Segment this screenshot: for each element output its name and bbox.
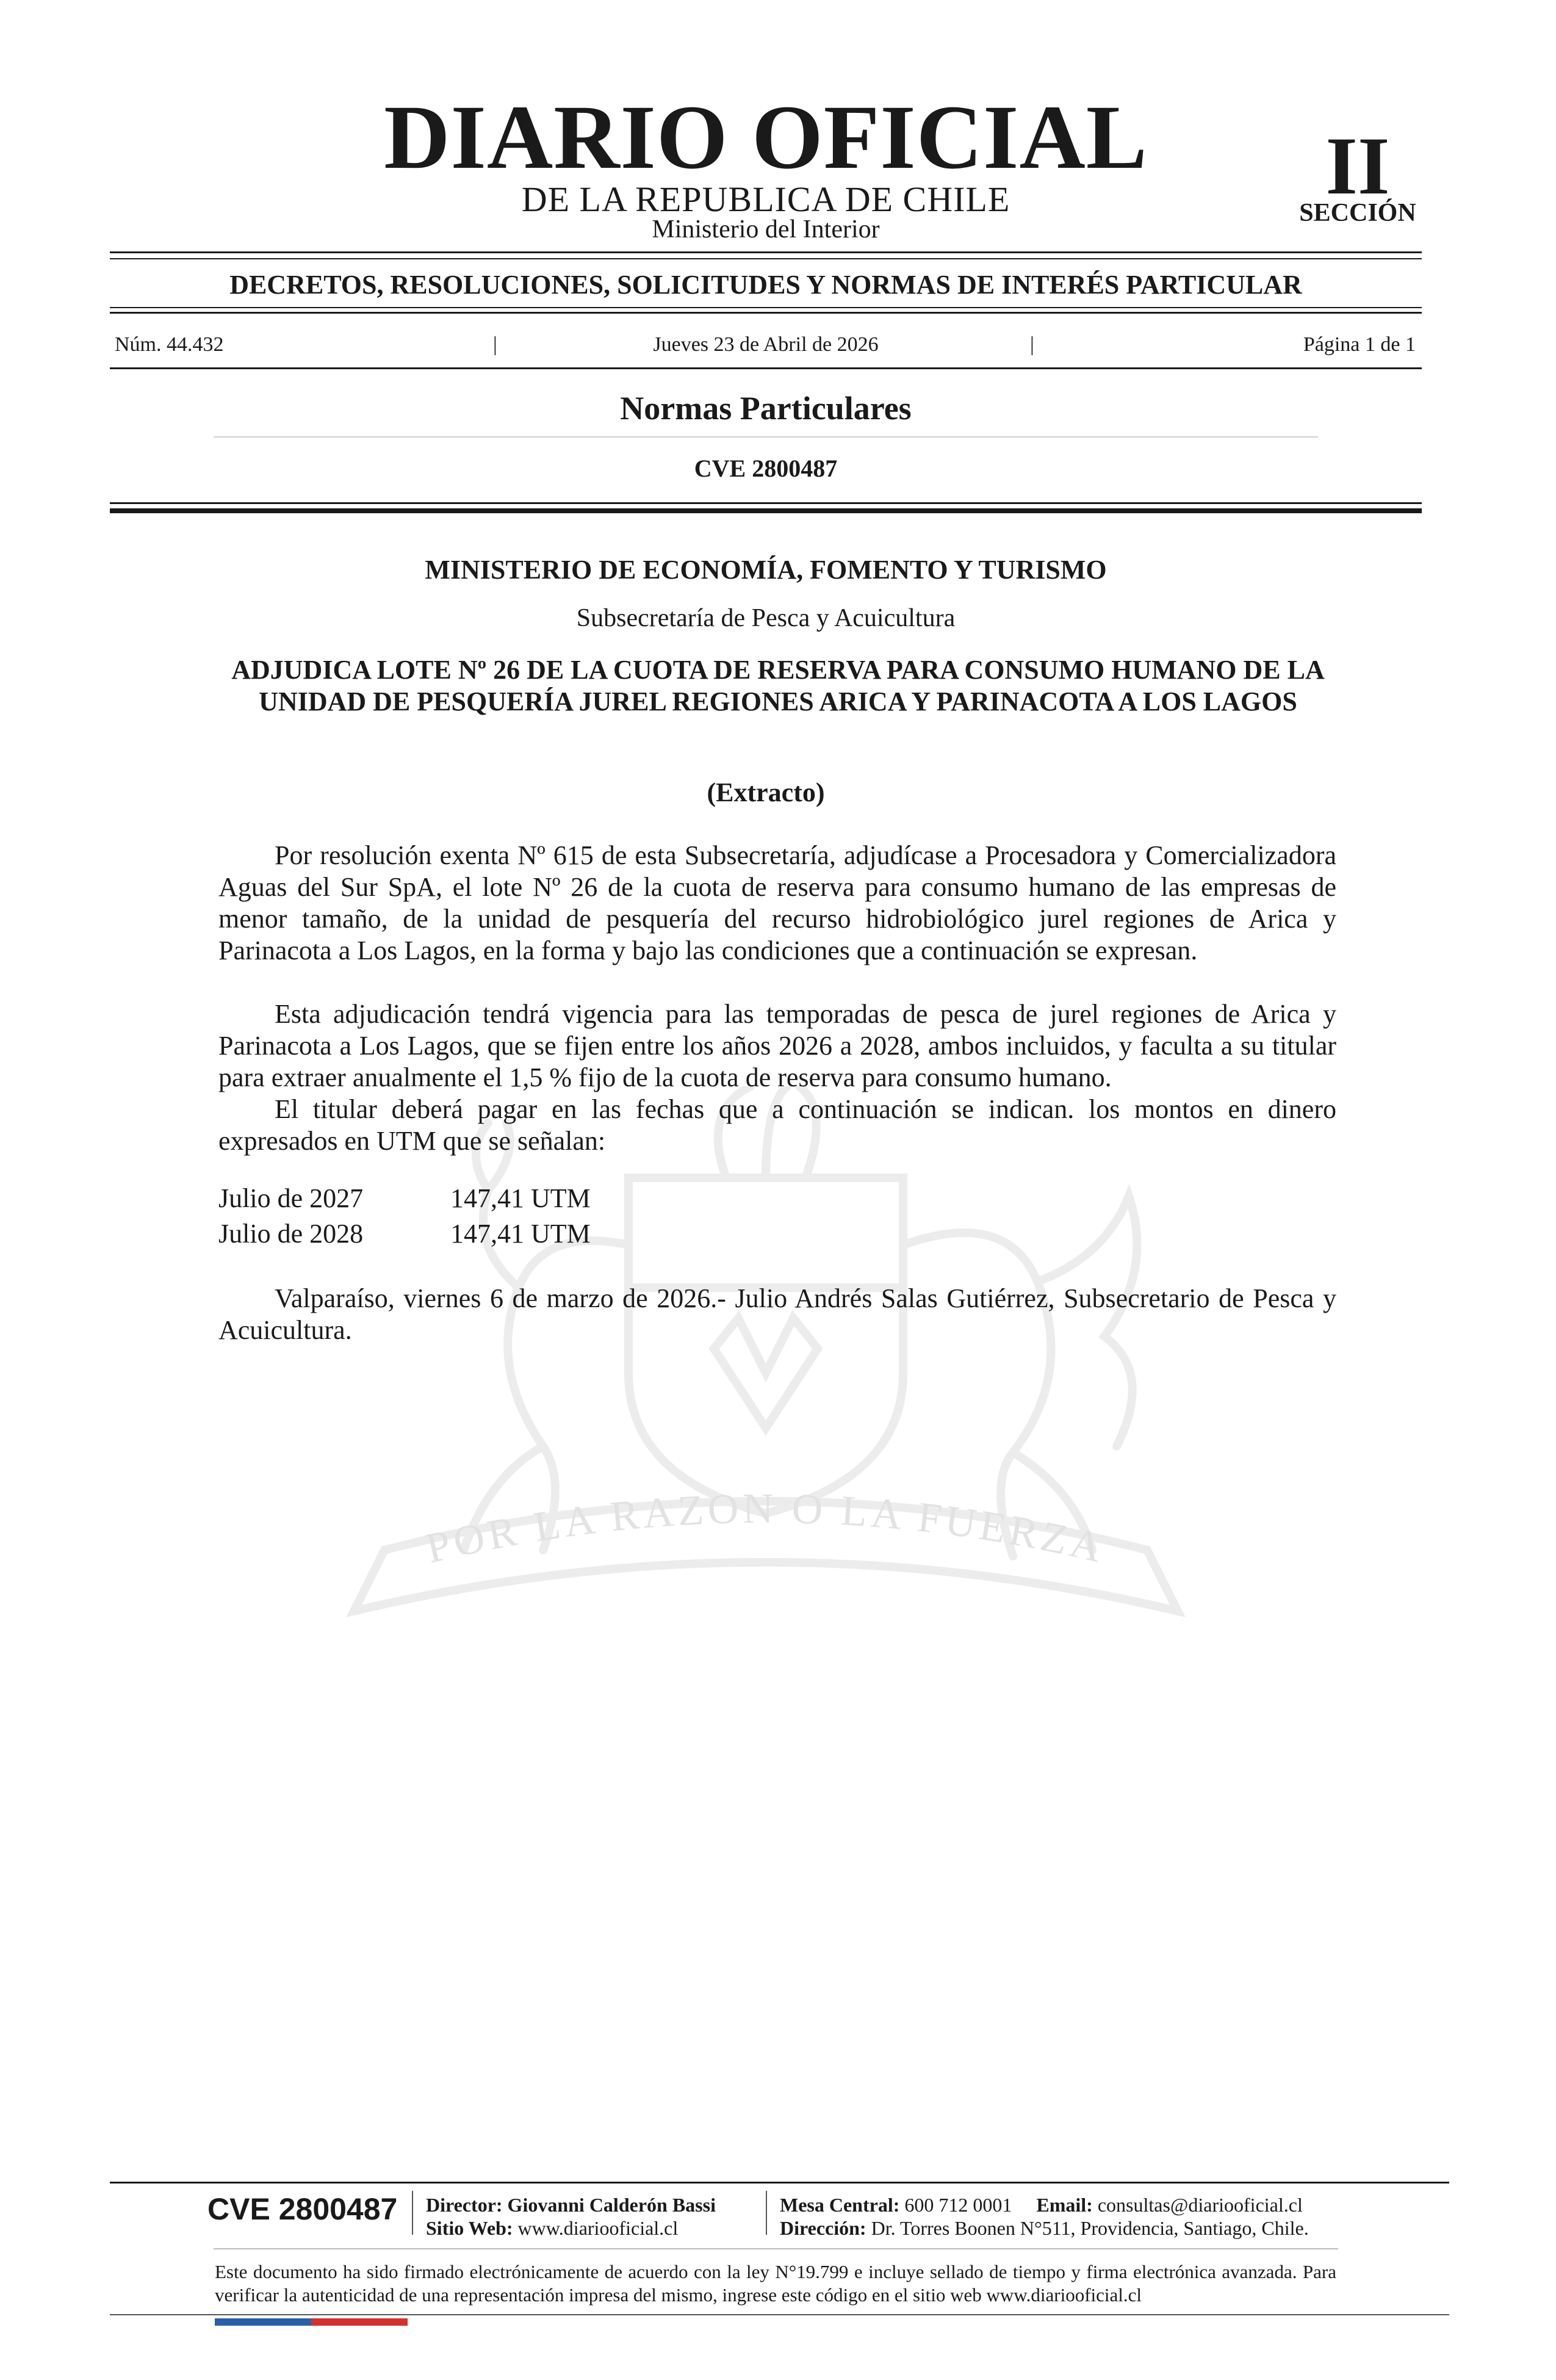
flag-stripe-blue [215, 2318, 311, 2326]
closing-paragraph: Valparaíso, viernes 6 de marzo de 2026.- Julio Andrés Salas Gutiérrez, Subsecretario de Pesca y Acuicultura. [218, 1283, 1336, 1345]
payment-date: Julio de 2027 [218, 1183, 364, 1213]
band-rule [110, 307, 1422, 308]
footer-cve-code: CVE 2800487 [207, 2192, 398, 2226]
body-paragraph: Por resolución exenta Nº 615 de esta Subsecretaría, adjudícase a Procesadora y Comercializadora Aguas del Sur SpA, el lote Nº 26 de la cuota de reserva para consumo humano de las empresas de menor tamaño, de la unidad de pesquería del recurso hidrobiológico jurel regiones de Arica y Parinacota a Los Lagos, en la forma y bajo las condiciones que a continuación se expresan. [218, 840, 1336, 965]
issuing-subsecretaria: Subsecretaría de Pesca y Acuicultura [576, 604, 956, 632]
director-label: Director: [426, 2194, 503, 2216]
footer-address [780, 2218, 1309, 2238]
coat-of-arms-watermark [201, 1086, 1330, 1727]
footer-thin-rule [214, 2248, 1338, 2249]
header-rule [110, 258, 1422, 259]
body-paragraph: Esta adjudicación tendrá vigencia para las temporadas de pesca de jurel regiones de Arica y Parinacota a Los Lagos, que se fijen entre los años 2026 a 2028, ambos incluidos, y faculta a su titular para extraer anualmente el 1,5 % fijo de la cuota de reserva para consumo humano. [218, 999, 1336, 1092]
masthead-subtitle: DE LA REPUBLICA DE CHILE [521, 179, 1010, 219]
issue-date: Jueves 23 de Abril de 2026 [653, 333, 879, 356]
masthead-ministry: Ministerio del Interior [652, 215, 880, 243]
email-label: Email: [1036, 2194, 1093, 2216]
issue-meta-row [110, 334, 1422, 359]
email-link[interactable]: consultas@diariooficial.cl [1097, 2194, 1303, 2216]
header-rule [110, 251, 1422, 253]
footer-divider [412, 2191, 413, 2235]
website-label: Sitio Web: [426, 2217, 513, 2239]
seal-motto: POR LA RAZON O LA FUERZA [422, 1485, 1110, 1573]
address-label: Dirección: [780, 2217, 866, 2239]
phone-number: 600 712 0001 [904, 2194, 1012, 2216]
band-title: DECRETOS, RESOLUCIONES, SOLICITUDES Y NORMAS DE INTERÉS PARTICULAR [229, 270, 1302, 300]
cve-rule-thick [110, 508, 1422, 513]
footer-website [426, 2218, 678, 2238]
masthead: DIARIO OFICIAL [384, 87, 1148, 188]
payment-amount: 147,41 UTM [450, 1183, 591, 1213]
band-rule [110, 312, 1422, 314]
payment-date: Julio de 2028 [218, 1219, 364, 1249]
meta-separator: | [493, 333, 497, 356]
section-label: SECCIÓN [1299, 199, 1416, 227]
issue-number: Núm. 44.432 [115, 333, 224, 356]
section-number: II [1325, 121, 1390, 212]
meta-rule [110, 367, 1422, 369]
footer-divider [766, 2191, 767, 2235]
body-paragraph: El titular deberá pagar en las fechas que a continuación se indican. los montos en dinero expresados en UTM que se señalan: [218, 1094, 1336, 1156]
rubric-title: Normas Particulares [620, 390, 912, 427]
issuing-ministry: MINISTERIO DE ECONOMÍA, FOMENTO Y TURISMO [425, 555, 1107, 585]
cve-rule [110, 502, 1422, 504]
flag-stripe-red [311, 2318, 408, 2326]
website-link[interactable]: www.diariooficial.cl [517, 2217, 679, 2239]
footer-director [426, 2195, 716, 2215]
director-name: Giovanni Calderón Bassi [507, 2194, 716, 2216]
rubric-rule [214, 436, 1318, 438]
footer-contact [780, 2195, 1303, 2215]
page-info: Página 1 de 1 [1303, 333, 1416, 356]
footer-bottom-rule [110, 2314, 1449, 2315]
meta-separator: | [1030, 333, 1034, 356]
payment-amount: 147,41 UTM [450, 1219, 591, 1249]
legal-notice: Este documento ha sido firmado electrónicamente de acuerdo con la ley N°19.799 e incluye sellado de tiempo y firma electrónica avanzada. Para verificar la autenticidad de una representación impresa del mismo, ingrese este código en el sitio web www.diariooficial.cl [215, 2261, 1336, 2306]
cve-code: CVE 2800487 [694, 455, 838, 482]
document-title: ADJUDICA LOTE Nº 26 DE LA CUOTA DE RESERVA PARA CONSUMO HUMANO DE LA UNIDAD DE PESQUERÍA JUREL REGIONES ARICA Y PARINACOTA A LOS LAGOS [231, 655, 1325, 716]
footer-rule [110, 2182, 1449, 2183]
phone-label: Mesa Central: [780, 2194, 900, 2216]
address-value: Dr. Torres Boonen N°511, Providencia, Santiago, Chile. [871, 2217, 1309, 2239]
document-subtitle: (Extracto) [707, 777, 825, 807]
